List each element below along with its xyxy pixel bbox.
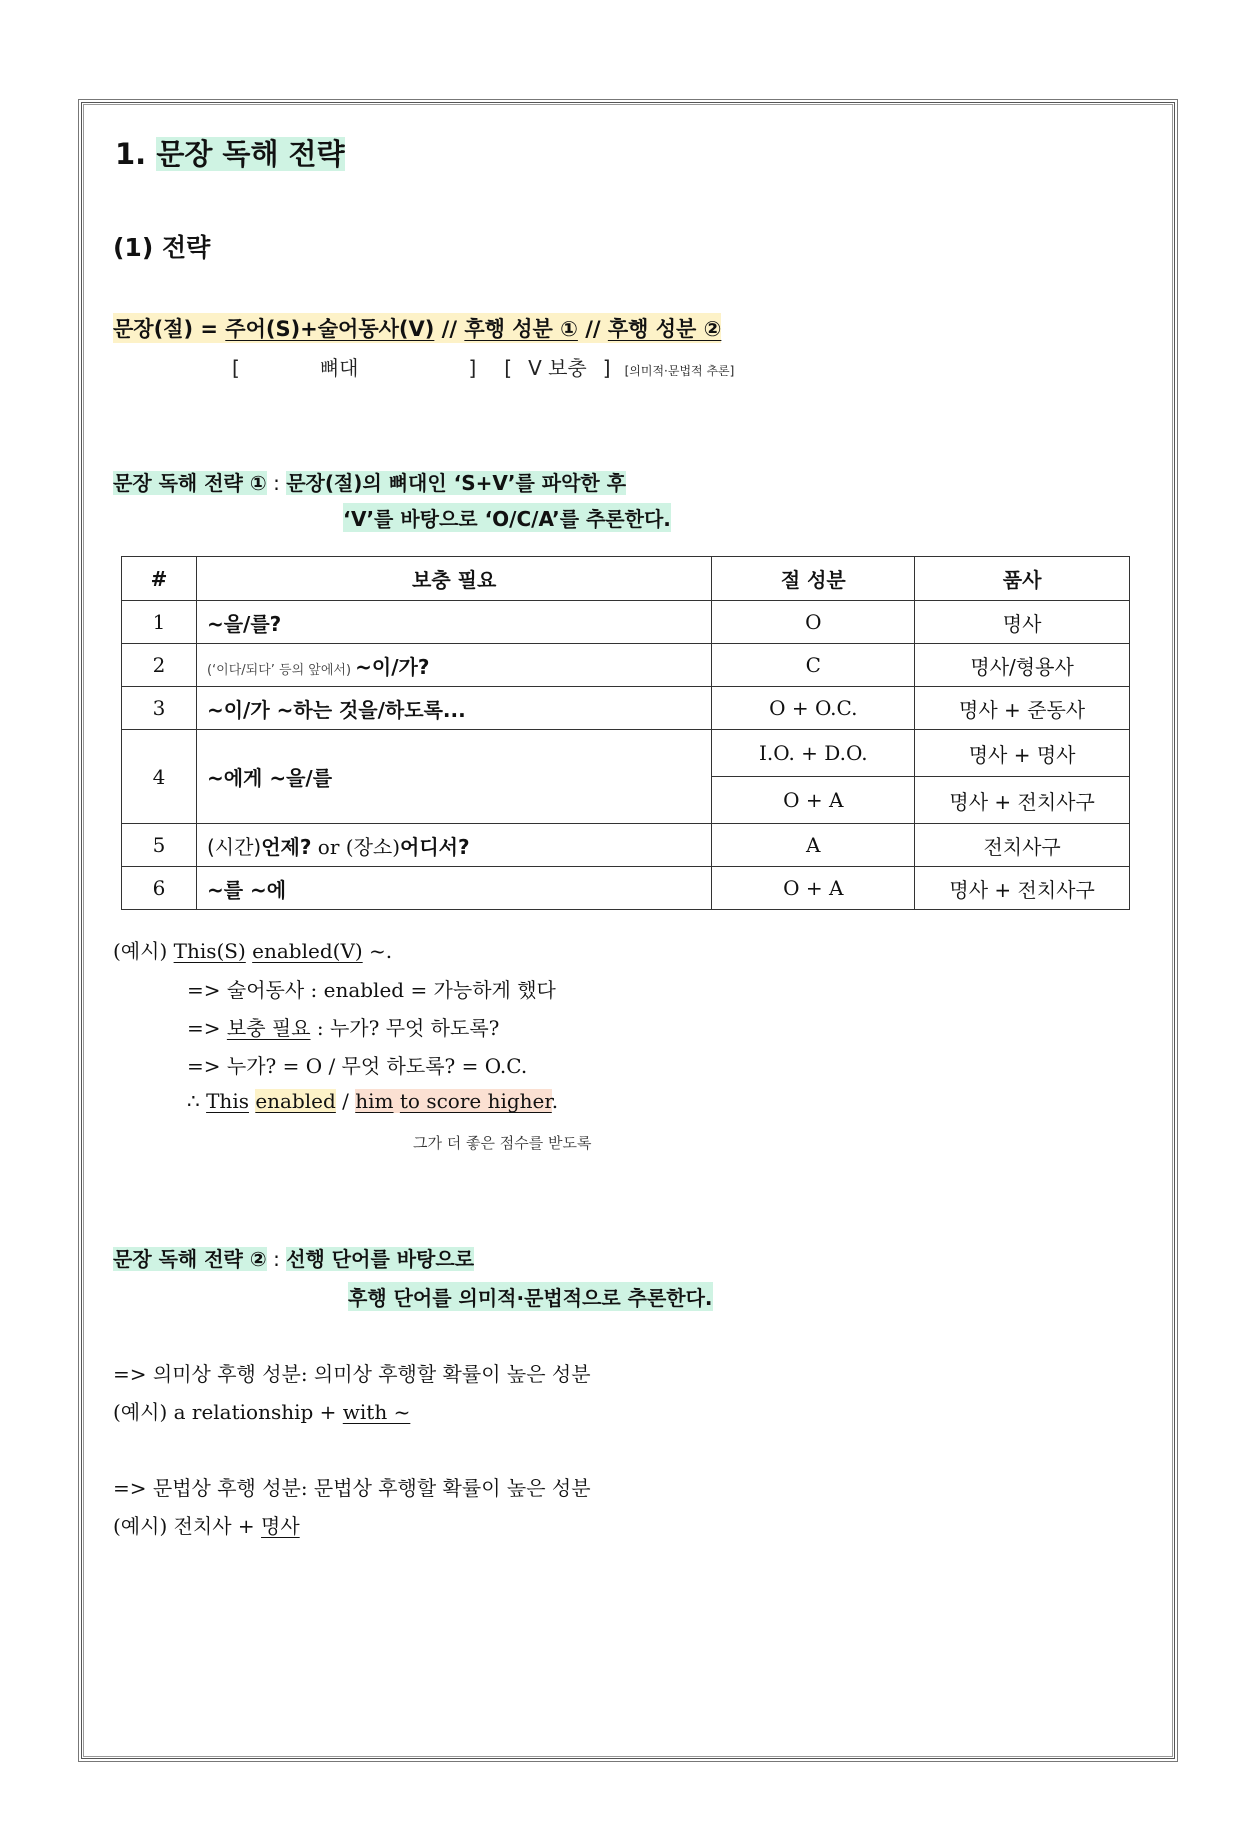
conclusion-oc: to score higher <box>399 1089 552 1113</box>
example1-line2: => 술어동사 : enabled = 가능하게 했다 <box>187 978 556 1002</box>
row-pos: 명사 + 준동사 <box>915 687 1130 730</box>
semantic-example <box>113 1396 410 1425</box>
row-need: ~을/를? <box>196 601 711 644</box>
row-need-when: 언제? <box>261 834 312 859</box>
table-row <box>122 644 1130 687</box>
row-part: O + A <box>712 777 915 824</box>
row-need <box>196 824 711 867</box>
row-need-note: (‘이다/되다’ 등의 앞에서) <box>206 662 356 678</box>
strategy2-label: 문장 독해 전략 ② <box>113 1247 267 1271</box>
header-num: # <box>122 557 197 601</box>
strategy2-line1 <box>113 1243 474 1272</box>
row-need-place: or (장소) <box>311 834 401 859</box>
formula-lhs: 문장(절) = <box>113 317 226 341</box>
colon: : <box>266 471 287 495</box>
bracket-close: ] <box>468 356 477 380</box>
formula-follow-1: 후행 성분 ① <box>464 317 578 341</box>
row-num: 2 <box>122 644 197 687</box>
row-num: 4 <box>122 730 197 824</box>
row-part: O + O.C. <box>712 687 915 730</box>
formula-subject-verb: 주어(S)+술어동사(V) <box>225 317 435 341</box>
header-clause-part: 절 성분 <box>712 557 915 601</box>
example-tail: ~. <box>362 939 393 963</box>
table-row <box>122 687 1130 730</box>
semantic-example-follow: with ~ <box>342 1400 411 1424</box>
example1-conclusion <box>187 1089 558 1113</box>
strategy1-label: 문장 독해 전략 ① <box>113 471 267 495</box>
section-title-text: 문장 독해 전략 <box>156 137 345 171</box>
example-label: (예시) <box>113 939 174 963</box>
formula-follow-2: 후행 성분 ② <box>607 317 722 341</box>
table-row <box>122 824 1130 867</box>
row-part: O <box>712 601 915 644</box>
row-need-time: (시간) <box>206 834 262 859</box>
conclusion-verb: enabled <box>255 1089 336 1113</box>
row-need-main: ~이/가? <box>355 654 430 679</box>
period: . <box>551 1089 559 1113</box>
row-need: ~를 ~에 <box>196 867 711 910</box>
row-part: A <box>712 824 915 867</box>
section-number: 1. <box>115 137 147 171</box>
row-num: 5 <box>122 824 197 867</box>
row-need: ~에게 ~을/를 <box>196 730 711 824</box>
row-part: I.O. + D.O. <box>712 730 915 777</box>
table-row <box>122 867 1130 910</box>
row-pos: 명사/형용사 <box>915 644 1130 687</box>
table-row <box>122 601 1130 644</box>
strategy1-text1: 문장(절)의 뼈대인 ‘S+V’를 파악한 후 <box>286 471 627 495</box>
therefore-symbol: ∴ <box>187 1089 207 1113</box>
row-num: 1 <box>122 601 197 644</box>
strategy2-line2: 후행 단어를 의미적·문법적으로 추론한다. <box>348 1282 713 1311</box>
formula-separator: // <box>434 317 465 341</box>
skeleton-label: 뼈대 <box>319 356 359 380</box>
grammatical-example-prefix: (예시) 전치사 + <box>113 1514 262 1538</box>
row-part: O + A <box>712 867 915 910</box>
row-pos: 명사 <box>915 601 1130 644</box>
sentence-formula <box>113 313 721 343</box>
row-pos: 명사 + 전치사구 <box>915 867 1130 910</box>
supplement-table <box>121 556 1130 910</box>
table-header-row <box>122 557 1130 601</box>
grammatical-example <box>113 1510 300 1539</box>
bracket-open: [ <box>504 356 513 380</box>
semantic-follow-line: => 의미상 후행 성분: 의미상 후행할 확률이 높은 성분 <box>113 1362 591 1386</box>
section-title <box>115 132 345 173</box>
subsection-title: (1) 전략 <box>113 233 211 262</box>
bracket-open: [ <box>232 356 240 380</box>
row-num: 3 <box>122 687 197 730</box>
row-pos: 명사 + 명사 <box>915 730 1130 777</box>
conclusion-object: him <box>355 1089 394 1113</box>
semantic-example-prefix: (예시) a relationship + <box>113 1400 343 1424</box>
grammatical-follow-line: => 문법상 후행 성분: 문법상 후행할 확률이 높은 성분 <box>113 1476 591 1500</box>
inference-note: [의미적·문법적 추론] <box>624 364 735 378</box>
row-pos: 명사 + 전치사구 <box>915 777 1130 824</box>
strategy2-text1: 선행 단어를 바탕으로 <box>286 1247 475 1271</box>
questions: : 누가? 무엇 하도록? <box>310 1016 500 1040</box>
colon: : <box>266 1247 287 1271</box>
example1-line3 <box>187 1012 499 1041</box>
table-row <box>122 730 1130 777</box>
row-pos: 전치사구 <box>915 824 1130 867</box>
row-need <box>196 644 711 687</box>
slash: / <box>335 1089 356 1113</box>
row-need-where: 어디서? <box>400 834 470 859</box>
example1-line4: => 누가? = O / 무엇 하도록? = O.C. <box>187 1054 528 1078</box>
example-verb: enabled(V) <box>252 939 363 963</box>
example1-translation: 그가 더 좋은 점수를 받도록 <box>413 1134 592 1152</box>
formula-separator: // <box>577 317 608 341</box>
strategy1-line2: ‘V’를 바탕으로 ‘O/C/A’를 추론한다. <box>343 503 671 532</box>
example-subject: This(S) <box>173 939 246 963</box>
header-need: 보충 필요 <box>196 557 711 601</box>
example1-line1 <box>113 935 392 964</box>
grammatical-example-follow: 명사 <box>261 1514 300 1538</box>
row-need: ~이/가 ~하는 것을/하도록... <box>196 687 711 730</box>
v-supplement-label: V 보충 <box>528 356 587 380</box>
conclusion-subject: This <box>206 1089 249 1113</box>
strategy1-line1 <box>113 467 626 496</box>
row-part: C <box>712 644 915 687</box>
formula-annotation <box>232 352 734 381</box>
supplement-needed: 보충 필요 <box>226 1016 311 1040</box>
bracket-close: ] <box>602 356 611 380</box>
header-pos: 품사 <box>915 557 1130 601</box>
arrow: => <box>187 1016 227 1040</box>
row-num: 6 <box>122 867 197 910</box>
